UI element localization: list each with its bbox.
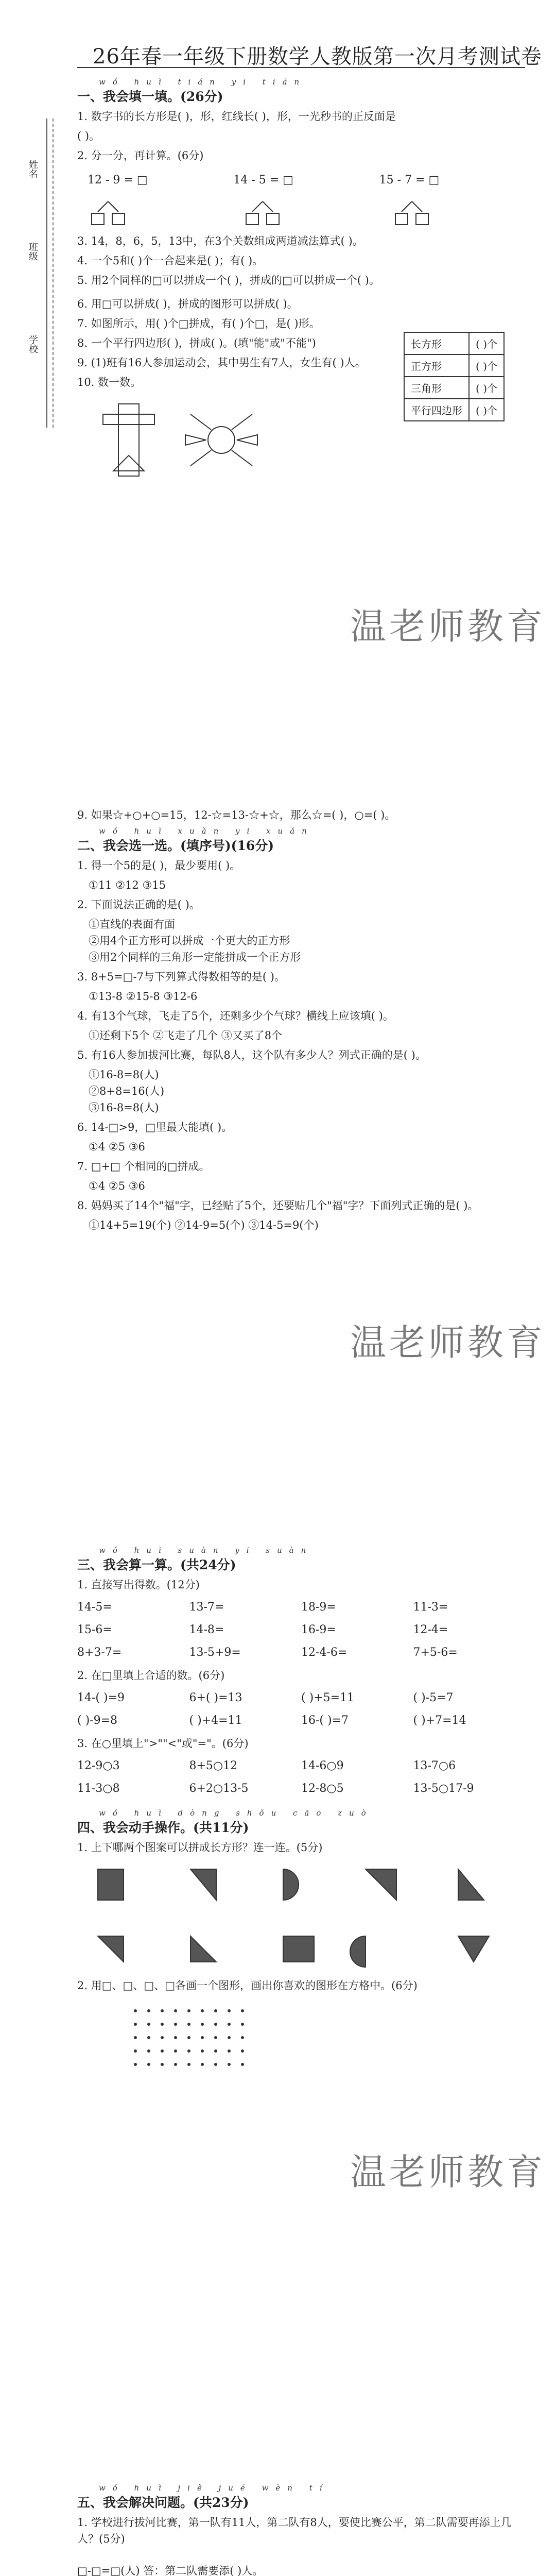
grid-dot [174, 2023, 177, 2026]
grid-dot [161, 2023, 164, 2026]
sec1-q6: 6. 用□可以拼成( )，拼成的图形可以拼成( )。 [77, 298, 298, 310]
grid-dot [201, 2009, 204, 2012]
sec4-heading: 四、我会动手操作。(共11分) [77, 1820, 249, 1835]
sec1-q8: 8. 一个平行四边形( )，拼成( )。(填"能"或"不能") [77, 337, 316, 349]
compare-row [77, 1755, 525, 1777]
sec1-q7: 7. 如图所示，用( )个□拼成，有( )个□，是( )形。 [77, 317, 320, 330]
grid-dot [201, 2036, 204, 2039]
grid-dot [201, 2023, 204, 2026]
shape-count: ( )个 [469, 399, 504, 421]
sec1-q10: 10. 数一数。 [77, 376, 142, 388]
page-3 [0, 1535, 556, 2200]
page-title: 26年春一年级下册数学人教版第一次月考测试卷 [93, 45, 542, 69]
grid-dot [228, 2009, 231, 2012]
table-row [404, 354, 504, 377]
p3-q4-2: 2. 用□、□、□、□各画一个图形，画出你喜欢的图形在方格中。(6分) [77, 1979, 418, 1992]
shape-name: 长方形 [404, 332, 469, 354]
grid-dot [147, 2049, 150, 2053]
shape-count-table [404, 332, 505, 421]
p2-q5-option: ②8+8=16(人) [89, 1085, 165, 1097]
sec4-pinyin: wǒ huì dòng shǒu cāo zuò [99, 1808, 373, 1818]
fill-cell: 14-( )=9 [77, 1691, 125, 1704]
sec3-heading: 三、我会算一算。(共24分) [77, 1557, 236, 1572]
title-underline [77, 67, 525, 68]
grid-dot [214, 2063, 217, 2066]
compare-cell: 12-9○3 [77, 1759, 120, 1772]
shape-count: ( )个 [469, 332, 504, 354]
compare-cell: 13-5○17-9 [413, 1782, 474, 1795]
q2-expr: 15 - 7 = □ [379, 174, 440, 187]
p2-q4: 4. 有13个气球，飞走了5个，还剩多少个气球？横线上应该填( )。 [77, 1010, 394, 1022]
shape-name: 三角形 [404, 377, 469, 399]
p3-q4-1: 1. 上下哪两个图案可以拼成长方形？连一连。(5分) [77, 1841, 323, 1854]
grid-dot [201, 2063, 204, 2066]
calc-cell: 18-9= [301, 1601, 336, 1614]
grid-dot [187, 2023, 190, 2026]
p2-q1: 1. 得一个5的是( )，最少要用( )。 [77, 859, 241, 872]
calc-cell: 12-4= [413, 1623, 448, 1636]
matching-shapes [77, 1859, 499, 1972]
p3-q3: 3. 在○里填上">""<"或"="。(6分) [77, 1737, 249, 1750]
grid-dot [228, 2063, 231, 2066]
calc-cell: 13-7= [189, 1601, 224, 1614]
watermark: 温老师教育 [350, 2151, 546, 2193]
p2-q2: 2. 下面说法正确的是( )。 [77, 899, 200, 911]
p2-q4-options: ①还剩下5个 ②飞走了几个 ③又买了8个 [89, 1029, 283, 1042]
grid-dot [147, 2023, 150, 2026]
grid-dot [214, 2009, 217, 2012]
q2-expr: 14 - 5 = □ [233, 174, 293, 187]
p2-q6: 6. 14-□>9，□里最大能填( )。 [77, 1121, 233, 1133]
p2-q2-option: ③用2个同样的三角形一定能拼成一个正方形 [89, 951, 301, 963]
q2-exprs [88, 169, 525, 192]
sec5-heading: 五、我会解决问题。(共23分) [77, 2495, 249, 2510]
table-row [404, 399, 504, 421]
calc-cell: 8+3-7= [77, 1646, 122, 1659]
compare-cell: 6+2○13-5 [189, 1782, 249, 1795]
sec1-heading: 一、我会填一填。(26分) [77, 89, 223, 104]
split-diagrams [77, 199, 525, 230]
name-label: 姓名 [27, 160, 38, 178]
sec1-q9: 9. (1)班有16人参加运动会，其中男生有7人，女生有( )人。 [77, 357, 366, 369]
compare-cell: 11-3○8 [77, 1782, 120, 1795]
p2-q7-options: ①4 ②5 ③6 [89, 1180, 145, 1192]
grid-dot [241, 2023, 244, 2026]
calc-row [77, 1641, 525, 1664]
shape-count: ( )个 [469, 354, 504, 377]
binding-line [46, 118, 47, 428]
grid-dot [134, 2036, 137, 2039]
p2-q2-option: ①直线的表面有面 [89, 918, 175, 930]
grid-dot [174, 2009, 177, 2012]
p2-q3: 3. 8+5=□-7与下列算式得数相等的是( )。 [77, 971, 285, 983]
table-row [404, 377, 504, 399]
grid-dot [161, 2009, 164, 2012]
compare-cell: 12-8○5 [301, 1782, 344, 1795]
grid-dot [174, 2063, 177, 2066]
page-1 [0, 0, 556, 648]
p2-q2-option: ②用4个正方形可以拼成一个更大的正方形 [89, 935, 290, 947]
calc-row [77, 1596, 525, 1619]
grid-dot [161, 2063, 164, 2066]
dot-grid [129, 2004, 525, 2071]
grid-dot [147, 2063, 150, 2066]
split-diagram-svg [77, 199, 525, 230]
sec2-heading: 二、我会选一选。(填序号)(16分) [77, 838, 274, 853]
calc-cell: 14-8= [189, 1623, 224, 1636]
calc-cell: 12-4-6= [301, 1646, 348, 1659]
class-label: 班级 [27, 242, 38, 261]
table-row [404, 332, 504, 354]
p2-q3-options: ①13-8 ②15-8 ③12-6 [89, 990, 198, 1003]
calc-row [77, 1619, 525, 1641]
calc-cell: 15-6= [77, 1623, 112, 1636]
grid-dot [214, 2023, 217, 2026]
shape-count: ( )个 [469, 377, 504, 399]
sec3-pinyin: wǒ huì suàn yi suàn [99, 1546, 314, 1555]
fill-cell: ( )+7=14 [413, 1714, 466, 1727]
calc-cell: 14-5= [77, 1601, 112, 1614]
p2-q1-options: ①11 ②12 ③15 [89, 879, 166, 891]
p2-q7: 7. □+□ 个相同的□拼成。 [77, 1160, 210, 1173]
calc-cell: 16-9= [301, 1623, 336, 1636]
p4-q1: 1. 学校进行拔河比赛，第一队有11人，第二队有8人，要使比赛公平，第二队需要再添上几人？(5分) [77, 2516, 512, 2545]
fill-cell: ( )+4=11 [189, 1714, 242, 1727]
grid-dot [228, 2036, 231, 2039]
p2-q5: 5. 有16人参加拔河比赛，每队8人，这个队有多少人？列式正确的是( )。 [77, 1049, 426, 1061]
compare-row [77, 1777, 525, 1800]
p3-q1: 1. 直接写出得数。(12分) [77, 1579, 200, 1591]
grid-dot [147, 2036, 150, 2039]
grid-dot [134, 2049, 137, 2053]
school-label: 学校 [27, 335, 38, 353]
sec1-q3: 3. 14，8，6，5，13中，在3个关数组成两道减法算式( )。 [77, 235, 363, 247]
grid-dot [241, 2063, 244, 2066]
fill-cell: ( )-9=8 [77, 1714, 118, 1727]
grid-dot [134, 2009, 137, 2012]
grid-dot [241, 2009, 244, 2012]
calc-cell: 13-5+9= [189, 1646, 241, 1659]
q2-expr: 12 - 9 = □ [88, 174, 148, 187]
p2-q5-option: ①16-8=8(人) [89, 1069, 159, 1081]
fill-cell: 16-( )=7 [301, 1714, 349, 1727]
sec5-pinyin: wǒ huì jiě jué wèn tí [99, 2483, 329, 2493]
page-2 [0, 793, 556, 1365]
calc-cell: 11-3= [413, 1601, 448, 1614]
calc-cell: 7+5-6= [413, 1646, 458, 1659]
grid-dot [214, 2049, 217, 2053]
fill-row [77, 1687, 525, 1709]
q10-figures [88, 394, 273, 486]
p2-q6-options: ①4 ②5 ③6 [89, 1141, 145, 1153]
sec2-pinyin: wǒ huì xuǎn yi xuǎn [99, 826, 314, 836]
grid-dot [228, 2023, 231, 2026]
fill-cell: ( )+5=11 [301, 1691, 355, 1704]
grid-dot [134, 2063, 137, 2066]
p2-q8: 8. 妈妈买了14个"福"字，已经贴了5个，还要贴几个"福"字？下面列式正确的是( )。 [77, 1199, 479, 1212]
grid-dot [187, 2063, 190, 2066]
binding-dash-line [53, 118, 55, 428]
shape-name: 正方形 [404, 354, 469, 377]
grid-dot [134, 2023, 137, 2026]
p2-q9: 9. 如果☆+○+○=15，12-☆=13-☆+☆，那么☆=( )，○=( )。 [77, 809, 396, 821]
grid-dot [241, 2049, 244, 2053]
grid-dot [214, 2036, 217, 2039]
sec1-pinyin: wǒ huì tián yi tián [99, 77, 307, 87]
compare-cell: 14-6○9 [301, 1759, 344, 1772]
grid-dot [241, 2036, 244, 2039]
grid-dot [187, 2036, 190, 2039]
binding-margin [15, 118, 67, 428]
p3-q2: 2. 在□里填上合适的数。(6分) [77, 1669, 225, 1682]
watermark: 温老师教育 [350, 605, 546, 648]
watermark: 温老师教育 [350, 1321, 546, 1364]
sec1-q2: 2. 分一分，再计算。(6分) [77, 149, 204, 162]
compare-cell: 8+5○12 [189, 1759, 238, 1772]
sec1-q1: 1. 数字书的长方形是( )，形，红线长( )，形，一光秒书的正反面是 [77, 110, 396, 123]
sec1-q4: 4. 一个5和( )个一合起来是( )；有( )。 [77, 255, 264, 267]
page-4 [0, 2473, 556, 2576]
fill-cell: ( )-5=7 [413, 1691, 454, 1704]
grid-dot [174, 2049, 177, 2053]
compare-cell: 13-7○6 [413, 1759, 456, 1772]
fill-row [77, 1709, 525, 1732]
sec1-q1b: ( )。 [77, 130, 100, 142]
p4-q1-answer: □-□=□(人) 答：第二队需要添( )人。 [77, 2565, 264, 2576]
p2-q5-option: ③16-8=8(人) [89, 1101, 159, 1114]
p2-q8-options: ①14+5=19(个) ②14-9=5(个) ③14-5=9(个) [89, 1219, 319, 1231]
grid-dot [201, 2049, 204, 2053]
grid-dot [187, 2009, 190, 2012]
sec1-q5: 5. 用2个同样的□可以拼成一个( )，拼成的□可以拼成一个( )。 [77, 274, 380, 286]
grid-dot [228, 2049, 231, 2053]
grid-dot [187, 2049, 190, 2053]
grid-dot [161, 2049, 164, 2053]
grid-dot [161, 2036, 164, 2039]
grid-dot [147, 2009, 150, 2012]
fill-cell: 6+( )=13 [189, 1691, 242, 1704]
grid-dot [174, 2036, 177, 2039]
shape-name: 平行四边形 [404, 399, 469, 421]
